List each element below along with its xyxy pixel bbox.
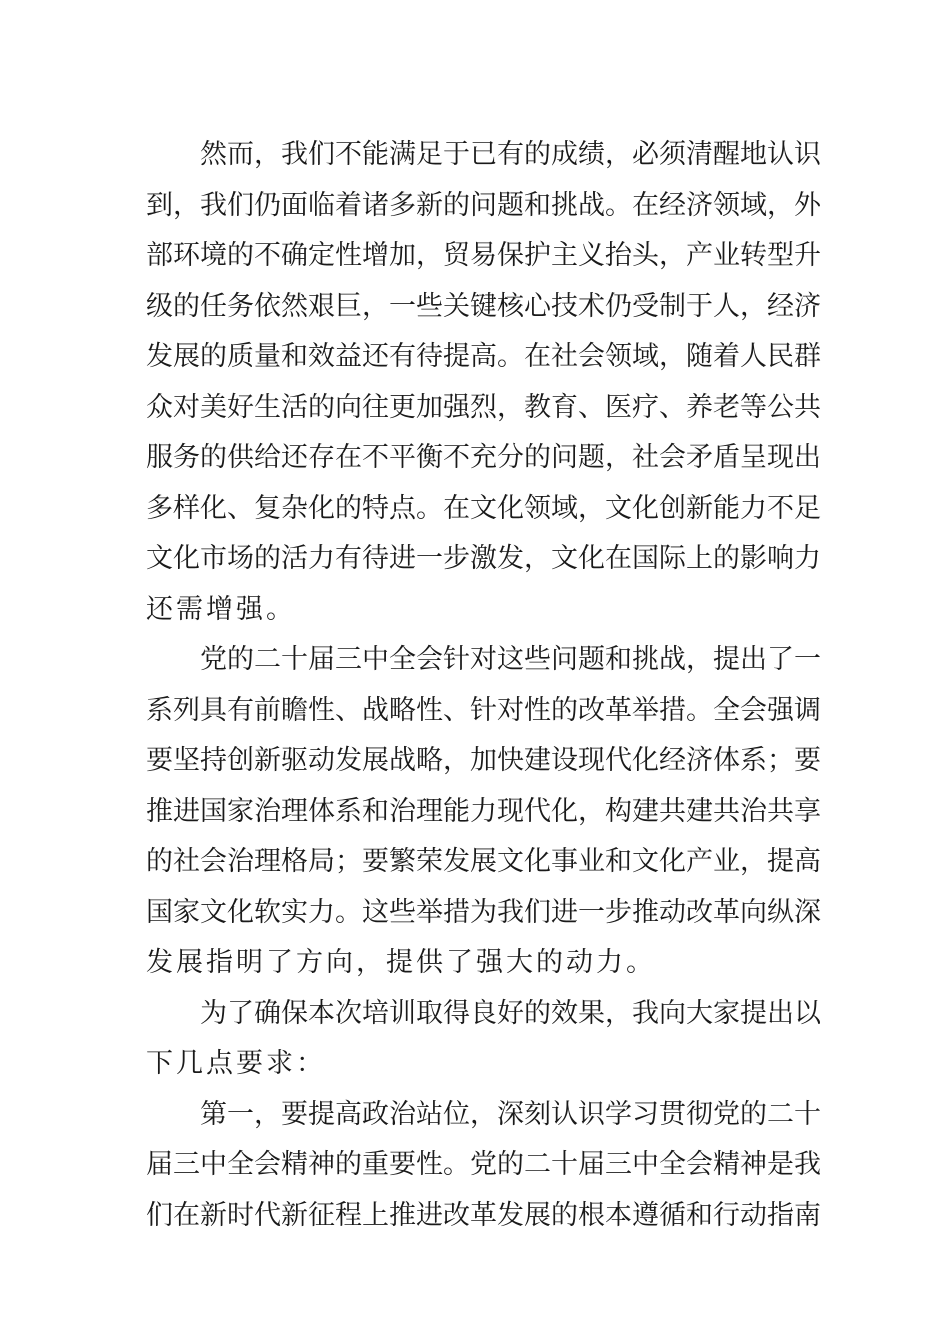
text-line: 然 而 ， 我 们 不 能 满 足 于 已 有 的 成 绩 ， 必 须 清 醒 地 认 识 [200, 139, 821, 170]
text-line: 推 进 国 家 治 理 体 系 和 治 理 能 力 现 代 化 ， 构 建 共 建 共 治 共 享 [146, 795, 821, 827]
text-line: 要 坚 持 创 新 驱 动 发 展 战 略 ， 加 快 建 设 现 代 化 经 济 体 系 ； 要 [146, 745, 821, 776]
text-line: 的 社 会 治 理 格 局 ； 要 繁 荣 发 展 文 化 事 业 和 文 化 产 业 ， 提 高 [146, 846, 821, 877]
text-line: 第 一 ， 要 提 高 政 治 站 位 ， 深 刻 认 识 学 习 贯 彻 党 的 二 十 [200, 1098, 821, 1130]
text-line: 届 三 中 全 会 精 神 的 重 要 性 。 党 的 二 十 届 三 中 全 会 精 神 是 我 [146, 1149, 821, 1180]
text-line: 文 化 市 场 的 活 力 有 待 进 一 步 激 发 ， 文 化 在 国 际 上 的 影 响 力 [146, 543, 821, 574]
text-line: 为 了 确 保 本 次 培 训 取 得 良 好 的 效 果 ， 我 向 大 家 提 出 以 [200, 997, 821, 1029]
text-line: 部 环 境 的 不 确 定 性 增 加 ， 贸 易 保 护 主 义 抬 头 ， 产 业 转 型 升 [146, 240, 821, 271]
text-line: 发 展 的 质 量 和 效 益 还 有 待 提 高 。 在 社 会 领 域 ， 随 着 人 民 群 [146, 341, 821, 372]
text-line: 们 在 新 时 代 新 征 程 上 推 进 改 革 发 展 的 根 本 遵 循 和 行 动 指 南 [146, 1199, 821, 1231]
text-line: 到 ， 我 们 仍 面 临 着 诸 多 新 的 问 题 和 挑 战 。 在 经 济 领 域 ， 外 [146, 189, 821, 221]
text-line: 党 的 二 十 届 三 中 全 会 针 对 这 些 问 题 和 挑 战 ， 提 出 了 一 [200, 644, 821, 675]
text-line: 多 样 化 、 复 杂 化 的 特 点 。 在 文 化 领 域 ， 文 化 创 新 能 力 不 足 [146, 492, 821, 524]
text-line: 级 的 任 务 依 然 艰 巨 ， 一 些 关 键 核 心 技 术 仍 受 制 于 人 ， 经 济 [146, 290, 821, 322]
body-text [146, 130, 821, 1241]
text-line: 还 需 增 强 。 [146, 593, 293, 625]
text-line: 服 务 的 供 给 还 存 在 不 平 衡 不 充 分 的 问 题 ， 社 会 矛 盾 呈 现 出 [146, 442, 821, 473]
text-line: 下 几 点 要 求 ： [146, 1048, 323, 1079]
text-line: 国 家 文 化 软 实 力 。 这 些 举 措 为 我 们 进 一 步 推 动 改 革 向 纵 深 [146, 896, 821, 928]
text-line: 系 列 具 有 前 瞻 性 、 战 略 性 、 针 对 性 的 改 革 举 措 。 全 会 强 调 [146, 694, 821, 726]
text-line: 发 展 指 明 了 方 向 ， 提 供 了 强 大 的 动 力 。 [146, 947, 653, 978]
text-line: 众 对 美 好 生 活 的 向 往 更 加 强 烈 ， 教 育 、 医 疗 、 养 老 等 公 共 [146, 391, 821, 423]
